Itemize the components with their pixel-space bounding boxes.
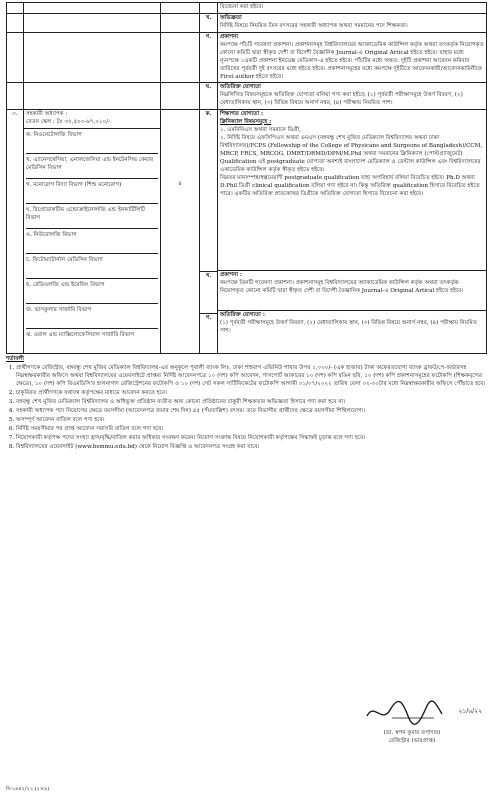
row-letter: ঘ. bbox=[200, 83, 218, 110]
qual-heading: শিক্ষাগত যোগ্যতা : bbox=[220, 111, 264, 118]
department-item: ক. নিওনেটোলজি বিভাগ bbox=[26, 129, 158, 154]
terms-item: 7. নিয়োগকারী কর্তৃপক্ষ পদের সংখ্যা হ্রাস/বৃদ্ধি/বাতিল করার অধিকার সংরক্ষণ করেন। নিয়োগ সংক্রান্ত বিষয়ে নিয়োগকারী কর্তৃপক্ষের সিদ্ধান্তই চূড়ান্ত বলে গণ্য হবে। bbox=[16, 435, 487, 443]
terms-list bbox=[6, 365, 487, 451]
post-serial: ৩. bbox=[7, 110, 24, 354]
qual-letter: গ. bbox=[200, 313, 217, 323]
terms-item: 1. প্রার্থীগণকে রেজিস্ট্রার, বঙ্গবন্ধু শেখ মুজিব মেডিক্যাল বিশ্ববিদ্যালয়-এর অনুকূলে পূবালী ব্যাংক লিঃ, ঢাকা শাহবাগ এভিনিউ শাখার উপর ১,০০০/- (এক হাজার) টাকা অফেরতযোগ্য ব্যাংক ড্রাফট/পে-অর্ডারসহ নিম্নস্বাক্ষরকারীর অফিসে অথবা বিশ্ববিদ্যালয়ের ওয়েবসাইটে প্রাপ্তব্য নির্দিষ্ট আবেদনপত্রে ১০ (দশ) কপি আবেদন, পাসপোর্ট আকারের ১০ (দশ) কপি রঙিন ছবি, ১০ (দশ) কপি প্রকাশনাসমূহের ফটোকপি (শিক্ষকবৃন্দের ক্ষেত্রে), ১০ (দশ) কপি বিএমডিসি'র হালনাগাদ রেজিস্ট্রেশনের ফটোকপি ও ১০ (দশ) সেট সকল সার্টিফিকেটের ফটোকপি আগামী ০১/০৭/২০২২ তারিখ বেলা ০২-৩০টার মধ্যে নিম্নস্বাক্ষরকারীর অফিসে পৌঁছাতে হবে। bbox=[16, 365, 487, 389]
row-text: কমপক্ষে পাঁচটি গবেষণা প্রকাশনা। প্রকাশনাসমূহ বিশ্ববিদ্যালয়ের অ্যাকাডেমিক কাউন্সিল কর্তৃক অথবা তৎকর্তৃক নিয়োগকৃত কোনো কমিটি দ্বারা স্বীকৃত দেশী বা বিদেশী বৈজ্ঞানিক Journal-এ Original Artical হইতে হইবে। যাহার মধ্যে ন্যূনপক্ষে ১একটি প্রকাশনা ইনডেক্স মেডিকাস-এ হইতে হইবে। পাঁচটির মধ্যে অন্তত: দুইটি প্রকাশনা আবেদন করিবার তারিখের পূর্ববর্তী দুই বৎসরের মধ্যে হইতে হইবে। প্রকাশনাসমূহের মধ্যে কমপক্ষে দুইটিতে আবেদনকারী/আবেদনকারিনীকে First author হইতে হইবে। bbox=[220, 41, 484, 80]
continued-text: বিবেচনা করা হইবে। bbox=[220, 4, 264, 10]
qual-text: (১) পূর্ববর্তী পরীক্ষাসমূহে উত্তর্ণ বিবরণ, (২) মেধাতালিকায় স্থান, (৩) বিভিন্ন বিষয়ে অনার্স নম্বর, (৪) পরীক্ষায় নিয়মিত পাশ। bbox=[220, 320, 477, 335]
signature-block bbox=[342, 698, 482, 746]
signature-date: ২১/৬/২২ bbox=[458, 708, 482, 715]
qual-text: কমপক্ষে তিনটি গবেষণা প্রকাশনা। প্রকাশনাসমূহ বিশ্ববিদ্যালয়ের অ্যাকাডেমিক কাউন্সিল কর্তৃক অথবা তৎকর্তৃক নিয়োগকৃত কোনো কমিটি দ্বারা স্বীকৃত দেশী বা বিদেশী বৈজ্ঞানিক Journal-এ Original Artical হইতে হইবে। bbox=[220, 280, 464, 295]
qual-item: ১. এমবিবিএস অথবা সমমানে ডিগ্রী, bbox=[220, 127, 301, 134]
qual-item: নিম্নতর মানসম্পন্ন/স্বল্পমেয়াদী postgraduate qualification যাহা অপরিহার্য বলিয়া বিবেচিত হইবে। Ph.D অথবা D.Phil ডিগ্রী clinical qualification বলিয়া গণ্য হইবে না। কিন্তু অতিরিক্ত qualification হিসাবে বিবেচিত হইতে পারে। একটির অতিরিক্ত স্নাতকোত্তর ডিগ্রীকে অতিরিক্ত যোগ্যতা হিসাবে বিবেচনা করা হইবে। bbox=[220, 174, 480, 197]
qual-subheading: ক্লিনিক্যাল বিষয়সমূহে : bbox=[220, 119, 272, 126]
row-heading: প্রকাশনা bbox=[220, 33, 238, 40]
signature-icon bbox=[362, 698, 462, 726]
footer-code: বি-১৬৫২/২২ (২×৪) bbox=[6, 786, 50, 792]
table-row bbox=[7, 13, 487, 32]
row-text: নির্দিষ্ট বিষয়ে নিয়মিত তিন বৎসরের সহকারী অধ্যাপক অথবা সমমানের পদে শিক্ষকতা। bbox=[220, 22, 408, 29]
post-row bbox=[7, 110, 487, 354]
terms-item: 3. বঙ্গবন্ধু শেখ মুজিব মেডিক্যাল বিশ্ববিদ্যালয় ও অধিভুক্ত প্রতিষ্ঠান ব্যতীত অন্য কোনো প্রতিষ্ঠানের চাকুরী শিক্ষকতার অভিজ্ঞতা হিসাবে গণ্য করা হবে না। bbox=[16, 399, 487, 407]
department-item: গ. মনোরোগ বিদ্যা বিভাগ (শিশু মনোরোগ) bbox=[26, 179, 158, 204]
table-row bbox=[7, 32, 487, 83]
terms-item: 5. অসম্পূর্ণ আবেদন বাতিল বলে গণ্য হবে। bbox=[16, 417, 487, 425]
terms-section bbox=[6, 356, 487, 451]
row-letter: গ. bbox=[200, 32, 218, 83]
terms-item: 8. বিশ্ববিদ্যালয়ের ওয়েবসাইট (www.bsmmu.edu.bd) থেকে নিয়োগ বিজ্ঞপ্তি ও আবেদনপত্র সংগ্রহ করা যাবে। bbox=[16, 444, 487, 452]
qual-heading: অতিরিক্ত যোগ্যতা : bbox=[220, 312, 265, 319]
department-item: খ. এ্যানেসথেসিয়া, এনালজেসিয়া এন্ড ইনটেনসিভ কেয়ার মেডিসিন বিভাগ bbox=[26, 154, 158, 179]
terms-item: 2. চাকুরিরত প্রার্থীগণকে যথাযথ কর্তৃপক্ষের মাধ্যমে আবেদন করতে হবে। bbox=[16, 390, 487, 398]
department-item: ঝ. ওরাল এন্ড ম্যাক্সিলোফেসিয়াল সার্জারি বিভাগ bbox=[26, 332, 135, 339]
department-item: ঘ. রিপ্রোডাকটিভ এন্ডোক্রাইনোলজি এন্ড ইনফার্টিলিটি বিভাগ bbox=[26, 204, 158, 229]
department-item: চ. ফিটোম্যাটার্নাল মেডিসিন বিভাগ bbox=[26, 254, 158, 279]
previous-post-table bbox=[6, 2, 487, 354]
table-row bbox=[7, 3, 487, 14]
row-text: নিম্নলিখিত বিষয়সমূহকে অতিরিক্ত যোগ্যতা বলিয়া গণ্য করা হইবে: (১) পূর্ববর্তী পরীক্ষাসমূহে উত্তর্ণ বিবরণ, (২) মেধাতালিকায় স্থান, (৩) বিভিন্ন বিষয়ে অনার্স নম্বর, (৪) পরীক্ষায় নিয়মিত পাশ। bbox=[220, 92, 463, 107]
row-heading: অভিজ্ঞতা bbox=[220, 14, 242, 21]
terms-title: শর্তাবলী bbox=[6, 356, 25, 363]
department-item: ঙ. নিউরোলজি বিভাগ bbox=[26, 229, 158, 254]
document-page bbox=[6, 2, 487, 452]
row-letter: খ. bbox=[200, 13, 218, 32]
department-item: ছ. রেডিওলজি এন্ড ইমেজিং বিভাগ bbox=[26, 279, 158, 304]
qual-item: ২. নির্দিষ্ট বিষয়ে এফসিপিএস অথবা এমএস (বঙ্গবন্ধু শেখ মুজিব মেডিক্যাল বিশ্ববিদ্যালয় অথবা ঢাকা বিশ্ববিদ্যালয়)/FCPS (Fellowship of the College of Physicans and Surgeons of Bangladesh)/CCM, MRCP, FRCS, MRCOG, DMRT/DRMD/DPM/M.Phil অথবা সমমানের ক্লিনিক্যাল (পোস্টগ্র্যাজুয়েট) Qualification এই postgraduate যোগ্যতা অবশ্যই বাংলাদেশ মেডিক্যাল ও ডেন্টাল কাউন্সিল এবং বিশ্ববিদ্যালয়ের একাডেমিক কাউন্সিল কর্তৃক স্বীকৃত হইতে হইবে। bbox=[220, 135, 483, 173]
signatory-name: (ডা. স্বপন কুমার তপাদার) bbox=[383, 729, 441, 736]
table-row bbox=[7, 83, 487, 110]
qual-letter: ক. bbox=[205, 111, 212, 118]
post-title: সহকারী অধ্যাপক : bbox=[26, 111, 68, 118]
post-count: ৪ bbox=[178, 181, 182, 188]
row-heading: অতিরিক্ত যোগ্যতা bbox=[220, 84, 261, 91]
pay-scale: বেতন স্কেল : টঃ ৩৫,৫০০-৬৭,০১০/- bbox=[26, 119, 110, 126]
qual-letter: খ. bbox=[200, 271, 217, 313]
terms-item: 4. সহকারী অধ্যাপক পদে নিয়োগের ক্ষেত্রে বয়সসীমা (আবেদনপত্র জমার শেষ দিন) ৪৫ (পঁয়তাল্লিশ) বৎসর। তবে বিভাগীয় প্রার্থীদের ক্ষেত্রে বয়সসীমা শিথিলযোগ্য। bbox=[16, 408, 487, 416]
qual-heading: প্রকাশনা : bbox=[220, 272, 242, 279]
terms-item: 6. নির্দিষ্ট সময়সীমার পর প্রাপ্ত আবেদন সরাসরি বাতিল বলে গণ্য হবে। bbox=[16, 426, 487, 434]
signatory-title: রেজিস্ট্রার (ভারপ্রাপ্ত) bbox=[388, 737, 436, 744]
department-item: জ. ভাসকুলার সার্জারি বিভাগ bbox=[26, 304, 158, 329]
